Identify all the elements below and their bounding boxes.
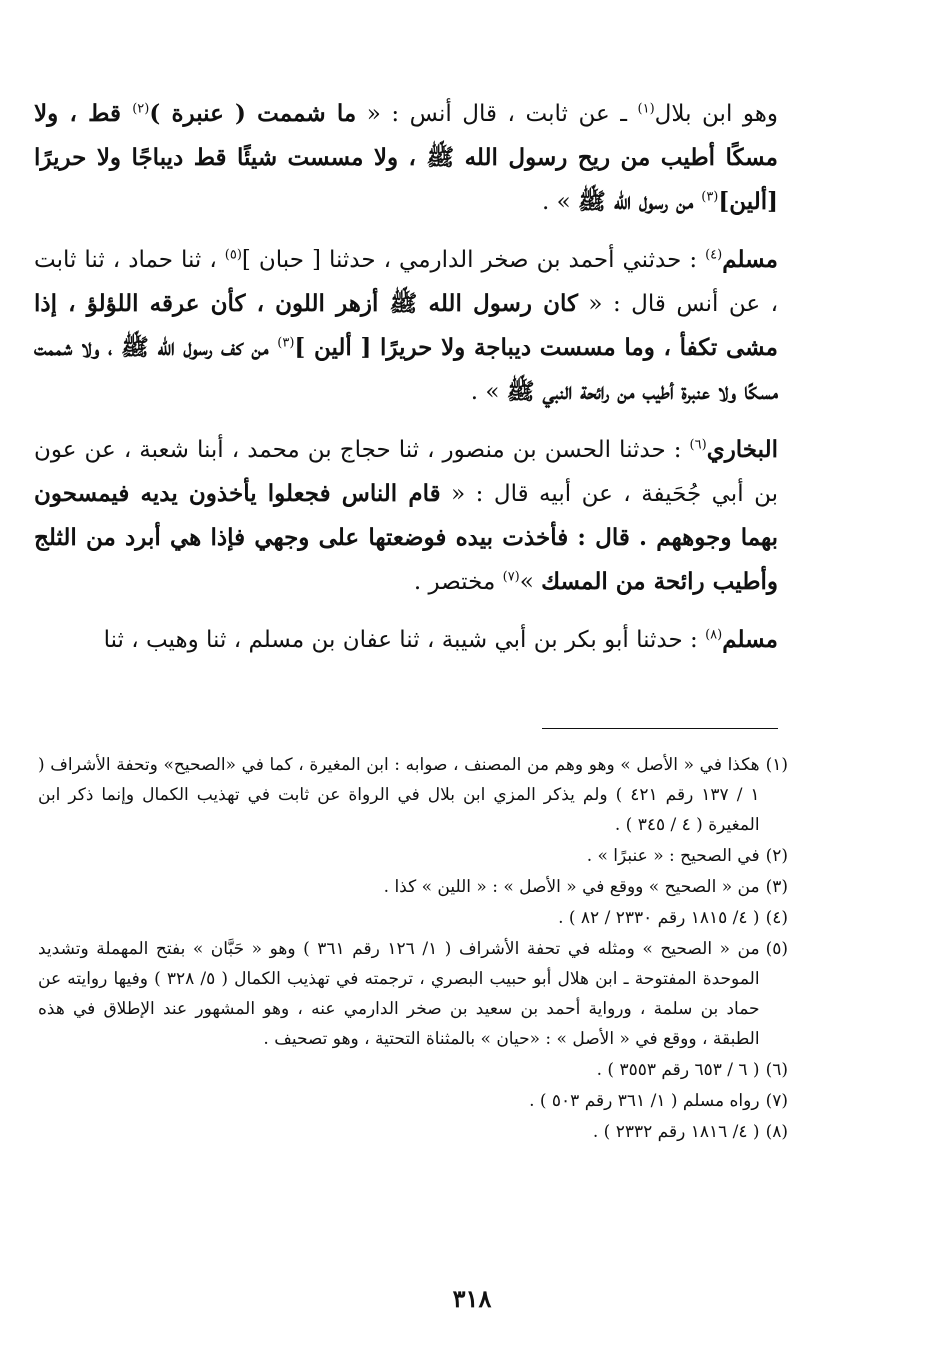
bold-text: من كف رسول الله ﷺ ، ولا شممت مسكًا ولا عنبرة أطيب من رائحة النبي ﷺ [34, 334, 778, 405]
main-text [34, 92, 778, 676]
footnote-ref: (٥) [224, 247, 242, 263]
text-run: » . [542, 189, 579, 215]
bold-text: قام الناس فجعلوا يأخذون يديه فيمسحون بهما وجوههم . قال : فأخذت بيده فوضعتها على وجهي فإذا هي أبرد من الثلج وأطيب رائحة من المسك [34, 480, 778, 595]
footnote-text: من « الصحيح » ومثله في تحفة الأشراف ( ١/ ١٢٦ رقم ٣٦١ ) وهو « حَبَّان » بفتح المهملة وتشديد الموحدة المفتوحة ـ ابن هلال أبو حبيب البصري ، ترجمته في تهذيب الكمال ( ٥/ ٣٢٨ ) وفيها روايته عن حماد بن سلمة ، ورواية أحمد بن سعيد بن صخر الدارمي عنه ، وهو المشهور عند الإطلاق في هذه الطبقة ، ووقع في « الأصل » : «حيان » بالمثناة التحتية ، وهو تصحيف . [38, 939, 760, 1049]
footnote [38, 903, 788, 933]
footnote [38, 1117, 788, 1147]
footnote-separator [542, 728, 778, 729]
text-run: : حدثنا أبو بكر بن أبي شيبة ، ثنا عفان بن مسلم ، ثنا وهيب ، ثنا [103, 627, 706, 653]
footnote [38, 841, 788, 871]
footnote-text: ( ٤/ ١٨١٦ رقم ٢٣٣٢ ) . [592, 1122, 760, 1142]
footnote-text: ( ٤/ ١٨١٥ رقم ٢٣٣٠ / ٨٢ ) . [558, 908, 760, 928]
text-run: مختصر . [413, 569, 503, 595]
footnote-ref: (٧) [502, 569, 520, 585]
bold-text: ما شممت ( عنبرة ) [149, 100, 357, 127]
footnote [38, 750, 788, 840]
footnote-text: ( ٦ / ٦٥٣ رقم ٣٥٥٣ ) . [596, 1060, 760, 1080]
footnote [38, 1086, 788, 1116]
footnotes-section [38, 750, 788, 1148]
text-run: : حدثني أحمد بن صخر الدارمي ، حدثنا [ حبان ] [241, 247, 706, 273]
bold-text: مسلم [722, 246, 778, 273]
bold-text: مسلم [722, 626, 778, 653]
footnote-number: (٤) [765, 908, 788, 928]
main-paragraph [34, 238, 778, 414]
main-paragraph [34, 92, 778, 224]
footnote-number: (٧) [765, 1091, 788, 1111]
footnote [38, 934, 788, 1054]
text-run: » . [470, 379, 507, 405]
page-number: ٣١٨ [452, 1284, 492, 1313]
footnote-ref: (٤) [705, 247, 723, 263]
footnote-number: (٣) [765, 877, 788, 897]
footnote-ref: (٦) [689, 437, 707, 453]
bold-text: البخاري [706, 436, 778, 463]
footnote-ref: (٨) [705, 627, 723, 643]
footnote-ref: (٢) [132, 101, 150, 117]
bold-text: من رسول الله ﷺ [578, 188, 702, 215]
footnote-ref: (١) [637, 101, 655, 117]
main-paragraph [34, 618, 778, 662]
footnote-text: من « الصحيح » ووقع في « الأصل » : « اللين » كذا . [383, 877, 760, 897]
footnote-text: في الصحيح : « عنبرًا » . [586, 846, 760, 866]
footnote [38, 872, 788, 902]
footnote-text: هكذا في « الأصل » وهو وهم من المصنف ، صوابه : ابن المغيرة ، كما في «الصحيح» وتحفة الأشراف ( ١ / ١٣٧ رقم ٤٢١ ) ولم يذكر المزي ابن بلال في الرواة عن ثابت في تهذيب الكمال وإنما ذكر ابن المغيرة ( ٤ / ٣٤٥ ) . [38, 755, 760, 835]
footnote [38, 1055, 788, 1085]
footnote-number: (٦) [765, 1060, 788, 1080]
text-run: وهو ابن بلال [654, 101, 778, 127]
main-paragraph [34, 428, 778, 604]
footnote-number: (١) [765, 755, 788, 775]
text-run: » [519, 569, 542, 595]
bold-text: كان رسول الله ﷺ أزهر اللون ، كأن عرقه اللؤلؤ ، إذا مشى تكفأ ، وما مسست ديباجة ولا حريرًا [ ألين ] [34, 290, 778, 361]
footnote-number: (٢) [765, 846, 788, 866]
text-run: ـ عن ثابت ، قال أنس : « [356, 101, 638, 127]
footnote-number: (٥) [765, 939, 788, 959]
footnote-number: (٨) [765, 1122, 788, 1142]
text-run: : حدثنا الحسن بن منصور ، ثنا حجاج بن محمد ، أبنا شعبة ، عن عون بن أبي جُحَيفة ، عن أبيه قال : « [34, 437, 778, 507]
bold-text: قط ، ولا مسكًا أطيب من ريح رسول الله ﷺ ، ولا مسست شيئًا قط ديباجًا ولا حريرًا [ألين] [34, 100, 778, 215]
footnote-ref: (٣) [701, 189, 719, 205]
footnote-ref: (٣) [277, 335, 295, 351]
footnote-text: رواه مسلم ( ١/ ٣٦١ رقم ٥٠٣ ) . [529, 1091, 760, 1111]
text-run: ، ثنا حماد ، ثنا ثابت ، عن أنس قال : « [34, 247, 779, 317]
